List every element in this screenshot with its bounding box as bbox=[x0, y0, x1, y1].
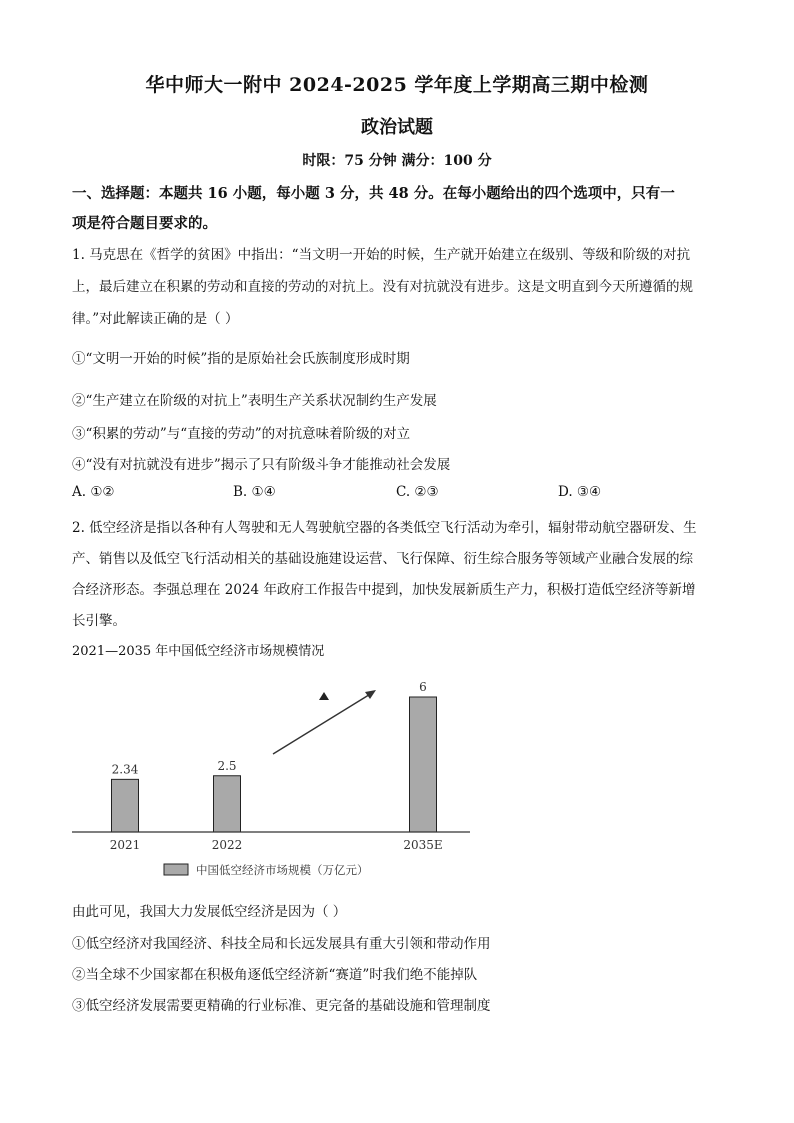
bar-2021 bbox=[112, 779, 139, 832]
q1-stem-line3: 律。”对此解读正确的是（ ） bbox=[72, 311, 239, 327]
legend-label: 中国低空经济市场规模（万亿元） bbox=[196, 863, 369, 877]
bar-2035E bbox=[410, 697, 437, 832]
bar-2022 bbox=[214, 776, 241, 832]
q1-option-2: ②“生产建立在阶级的对抗上”表明生产关系状况制约生产发展 bbox=[72, 393, 437, 409]
q2-stem-line1: 2. 低空经济是指以各种有人驾驶和无人驾驶航空器的各类低空飞行活动为牵引，辐射带动航空器研发、生 bbox=[72, 520, 697, 536]
x-tick-label-2021: 2021 bbox=[109, 838, 141, 852]
section-heading-line1: 一、选择题：本题共 16 小题，每小题 3 分，共 48 分。在每小题给出的四个选项中，只有一 bbox=[72, 185, 675, 202]
q1-choice-c: C. ②③ bbox=[396, 484, 439, 500]
trend-arrow-head bbox=[365, 690, 376, 699]
q2-question: 由此可见，我国大力发展低空经济是因为（ ） bbox=[72, 904, 347, 920]
data-label-2021: 2.34 bbox=[111, 762, 139, 777]
q1-option-4: ④“没有对抗就没有进步”揭示了只有阶级斗争才能推动社会发展 bbox=[72, 457, 451, 473]
market-size-chart bbox=[60, 668, 480, 886]
q1-stem-line1: 1. 马克思在《哲学的贫困》中指出：“当文明一开始的时候，生产就开始建立在级别、等级和阶级的对抗 bbox=[72, 247, 691, 263]
q1-choice-b: B. ①④ bbox=[233, 484, 276, 500]
section-heading-line2: 项是符合题目要求的。 bbox=[72, 215, 217, 232]
q1-option-3: ③“积累的劳动”与“直接的劳动”的对抗意味着阶级的对立 bbox=[72, 426, 411, 442]
x-tick-label-2035E: 2035E bbox=[403, 838, 443, 852]
q2-stem-line3: 合经济形态。李强总理在 2024 年政府工作报告中提到，加快发展新质生产力，积极打造低空经济等新增 bbox=[72, 582, 696, 598]
q1-stem-line2: 上，最后建立在积累的劳动和直接的劳动的对抗上。没有对抗就没有进步。这是文明直到今天所遵循的规 bbox=[72, 279, 693, 295]
trend-arrow-line bbox=[273, 693, 372, 754]
q1-choice-a: A. ①② bbox=[72, 484, 115, 500]
q2-stem-line4: 长引擎。 bbox=[72, 613, 126, 629]
q2-stem-line2: 产、销售以及低空飞行活动相关的基础设施建设运营、飞行保障、衍生综合服务等领域产业融合发展的综 bbox=[72, 551, 693, 567]
chart-title: 2021—2035 年中国低空经济市场规模情况 bbox=[72, 644, 325, 659]
x-tick-label-2022: 2022 bbox=[211, 838, 243, 852]
q2-option-3: ③低空经济发展需要更精确的行业标准、更完备的基础设施和管理制度 bbox=[72, 998, 491, 1014]
q1-choice-d: D. ③④ bbox=[558, 484, 602, 500]
exam-meta: 时限：75 分钟 满分：100 分 bbox=[302, 153, 492, 169]
q2-option-2: ②当全球不少国家都在积极角逐低空经济新“赛道”时我们绝不能掉队 bbox=[72, 967, 478, 983]
trend-marker-triangle bbox=[319, 692, 329, 700]
q2-option-1: ①低空经济对我国经济、科技全局和长远发展具有重大引领和带动作用 bbox=[72, 936, 491, 952]
data-label-2035E: 6 bbox=[419, 680, 427, 694]
subject-title: 政治试题 bbox=[361, 117, 433, 138]
legend-swatch bbox=[164, 864, 188, 875]
q1-option-1: ①“文明一开始的时候”指的是原始社会氏族制度形成时期 bbox=[72, 351, 410, 367]
exam-title: 华中师大一附中 2024-2025 学年度上学期高三期中检测 bbox=[145, 74, 649, 96]
data-label-2022: 2.5 bbox=[217, 758, 237, 773]
